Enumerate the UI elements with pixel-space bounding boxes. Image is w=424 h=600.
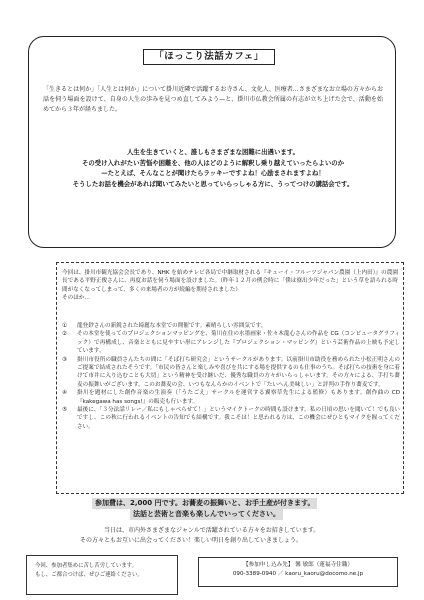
- item-text: 龍登鈔さんの新鋭された綺麗な本堂での開催です。素晴らしい雰囲気です。: [77, 323, 267, 329]
- message-line: —たとえば、そんなことが聞けたらラッキーですよね！心励まされますよね！: [101, 169, 325, 177]
- item-number: ②: [62, 331, 68, 338]
- note-line: 今回、参加者集めに苦し苦労しています。: [35, 563, 137, 569]
- note-box: [26, 555, 178, 595]
- intro-paragraph: 「生きるとは何か」「人生とは何か」について掛川近隣で活躍するお寺さん、文化人、医療者…さまざまなお立場の方々からお話を伺う場面を設けて、自身の人生の歩みを見つめ直してみよう—と、掛川市仏教会所属の有志が立ち上げた会で、活動を始めてから３年が経ちました。: [43, 86, 383, 113]
- note-line: もし、ご都合つけば、ぜひご連絡ください。: [35, 572, 143, 578]
- event-title: 「ほっこり法話カフェ」: [143, 49, 275, 65]
- contact-heading: 【参加申し込み先】 馨 敏郎（蓮福寺住職）: [243, 562, 353, 568]
- fee-block: [92, 498, 404, 520]
- intro-box: [28, 36, 396, 248]
- fee-line: 参加費は、2,000 円です。お蕎麦の振舞いと、お手土産が付きます。: [92, 498, 317, 509]
- item-number: ⑤: [62, 407, 68, 414]
- closing-line: 当日は、市内外さまざまなジャンルで活躍されている方々をお招きしています。: [104, 527, 320, 534]
- item-number: ①: [62, 323, 68, 329]
- item-text: 最後に、「３分法話リレー／私にもしゃべらせて！」というマイクトークの時間も設けます。私の日頃の思いを聞いて！でも良いですし、この秋に行われるイベントの告知でも結構です。我こそは！と思われる方は、この機会にぜひともマイクを握ってください。: [77, 407, 400, 430]
- list-item: [62, 322, 400, 330]
- message-line: 人生を生きていくと、誰しもさまざまな困難に出遇います。: [126, 148, 300, 156]
- closing-text: [56, 526, 404, 546]
- message-line: そうしたお話を機会があれば聞いてみたいと思っていらっしゃる方に、うってつけの講話会です。: [72, 179, 354, 188]
- message-line: その受け入れがたい苦悩や困難を、他の人はどのように解釈し乗り越えていったらよいのか: [81, 158, 344, 167]
- details-box: [56, 262, 404, 494]
- list-item: [62, 389, 400, 406]
- program-list: [62, 322, 400, 431]
- contact-box: [198, 557, 398, 587]
- item-number: ④: [62, 390, 68, 397]
- details-lead: そのほか…: [62, 295, 90, 302]
- list-item: [62, 356, 400, 390]
- item-text: その本堂を使ってのプロジェクションマッピングを、菊川在住の水墨画家・佐々木龍心さんの作品を CG（コンピュータグラフィック）で再構成し、音楽とともに見やすい形にアレンジした『プロジェクション・マッピング』という芸術作品の上映も予定しています。: [77, 331, 400, 355]
- message-block: [43, 147, 383, 189]
- fee-line-2: 法話と芸術と音楽も楽しんでいってください。: [130, 509, 283, 520]
- details-paragraph: [62, 269, 398, 303]
- item-text: 掛川市役所の職員さんたちの間に「そば打ち研究会」というサークルがあります。以前掛川市助役を務められた小松正明さんのご提案で結成されたそうです。「市民の皆さんと楽しみや喜びを共にする場を提供するのも仕事のうち。そば打ちの技術を身に着けて市井に入り込むことも大切」という精神を受け継いだ、優秀な職員の方々がいらっしゃいます。その方々による、手打ち蕎麦の振舞いがございます。このお蕎麦の会、いつもなんらかのイベントで「たいへん美味しい」と評判の手作り蕎麦です。: [77, 356, 400, 388]
- details-text: 今回は、掛川市観光協会会長であり、NHK を始めテレビ各局で中継取材される『キューイ・フルーツジャパン農園（上内田）』の農園長である平野正俊さんに、再度お話を伺う場面を設けました。（昨年１２月の例会時に「僕は寮出少年だった」という草を語られる時間がなくなってしまって、多くの来場者の方が続編を期待されました）: [62, 270, 398, 293]
- list-item: [62, 330, 400, 355]
- contact-details: 090-3389-0940 ／ kaoru_kaoru@docomo.ne.jp: [232, 571, 364, 577]
- item-number: ③: [62, 356, 68, 363]
- list-item: [62, 406, 400, 431]
- closing-line: その方々ともお互いに出会ってください！楽しい明日を創り出していきましょう。: [80, 537, 303, 544]
- item-text: 掛川を題材にした創作音楽の生演奏（「うたごえ」サークルを運営する翼察草先生による監修）もあります。創作曲の CD『kakegawa has songs!』の販売も行います。: [77, 390, 400, 405]
